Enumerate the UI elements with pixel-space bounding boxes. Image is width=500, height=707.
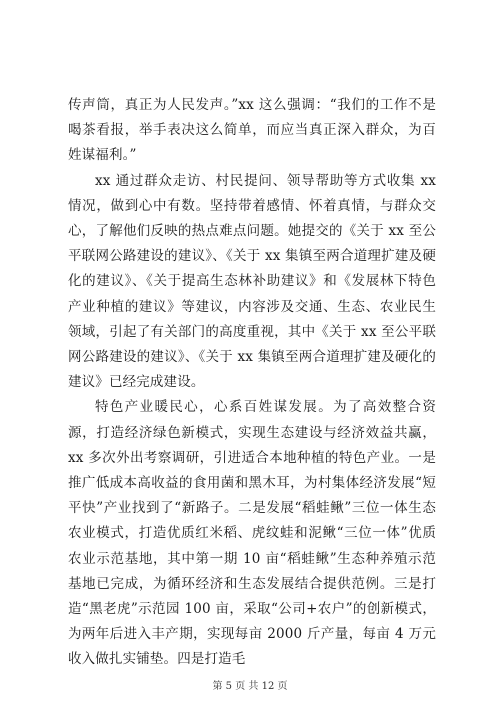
page-number-footer: 第 5 页 共 12 页	[212, 681, 288, 692]
document-body	[68, 93, 436, 673]
paragraph-1: 传声筒，真正为人民发声。”xx 这么强调：“我们的工作不是喝茶看报，举手表决这么简单，而应当真正深入群众，为百姓谋福利。”	[68, 97, 436, 164]
paragraph-2: xx 通过群众走访、村民提问、领导帮助等方式收集 xx 情况，做到心中有数。坚持带着感情、怀着真情，与群众交心，了解他们反映的热点难点问题。她提交的《关于 xx 至公平联网公路建设的建议》、《关于 xx 集镇至两合道理扩建及硬化的建议》、《关于提高生态林补助建议》和《发展林下特色产业种植的建议》等建议，内容涉及交通、生态、农业民生领域，引起了有关部门的高度重视，其中《关于 xx 至公平联网公路建设的建议》、《关于 xx 集镇至两合道理扩建及硬化的建议》已经完成建设。	[68, 172, 436, 391]
paragraph-3: 特色产业暖民心，心系百姓谋发展。为了高效整合资源，打造经济绿色新模式，实现生态建设与经济效益共赢，xx 多次外出考察调研，引进适合本地种植的特色产业。一是推广低成本高收益的食用菌和黑木耳，为村集体经济发展“短平快”产业找到了“新路子。二是发展“稻蛙鳅”三位一体生态农业模式，打造优质红米稻、虎纹蛙和泥鳅“三位一体”优质农业示范基地，其中第一期 10 亩“稻蛙鳅”生态种养殖示范基地已完成，为循环经济和生态发展结合提供范例。三是打造“黑老虎”示范园 100 亩，采取“公司+农户”的创新模式，为两年后进入丰产期，实现每亩 2000 斤产量，每亩 4 万元收入做扎实铺垫。四是打造毛	[68, 399, 436, 668]
